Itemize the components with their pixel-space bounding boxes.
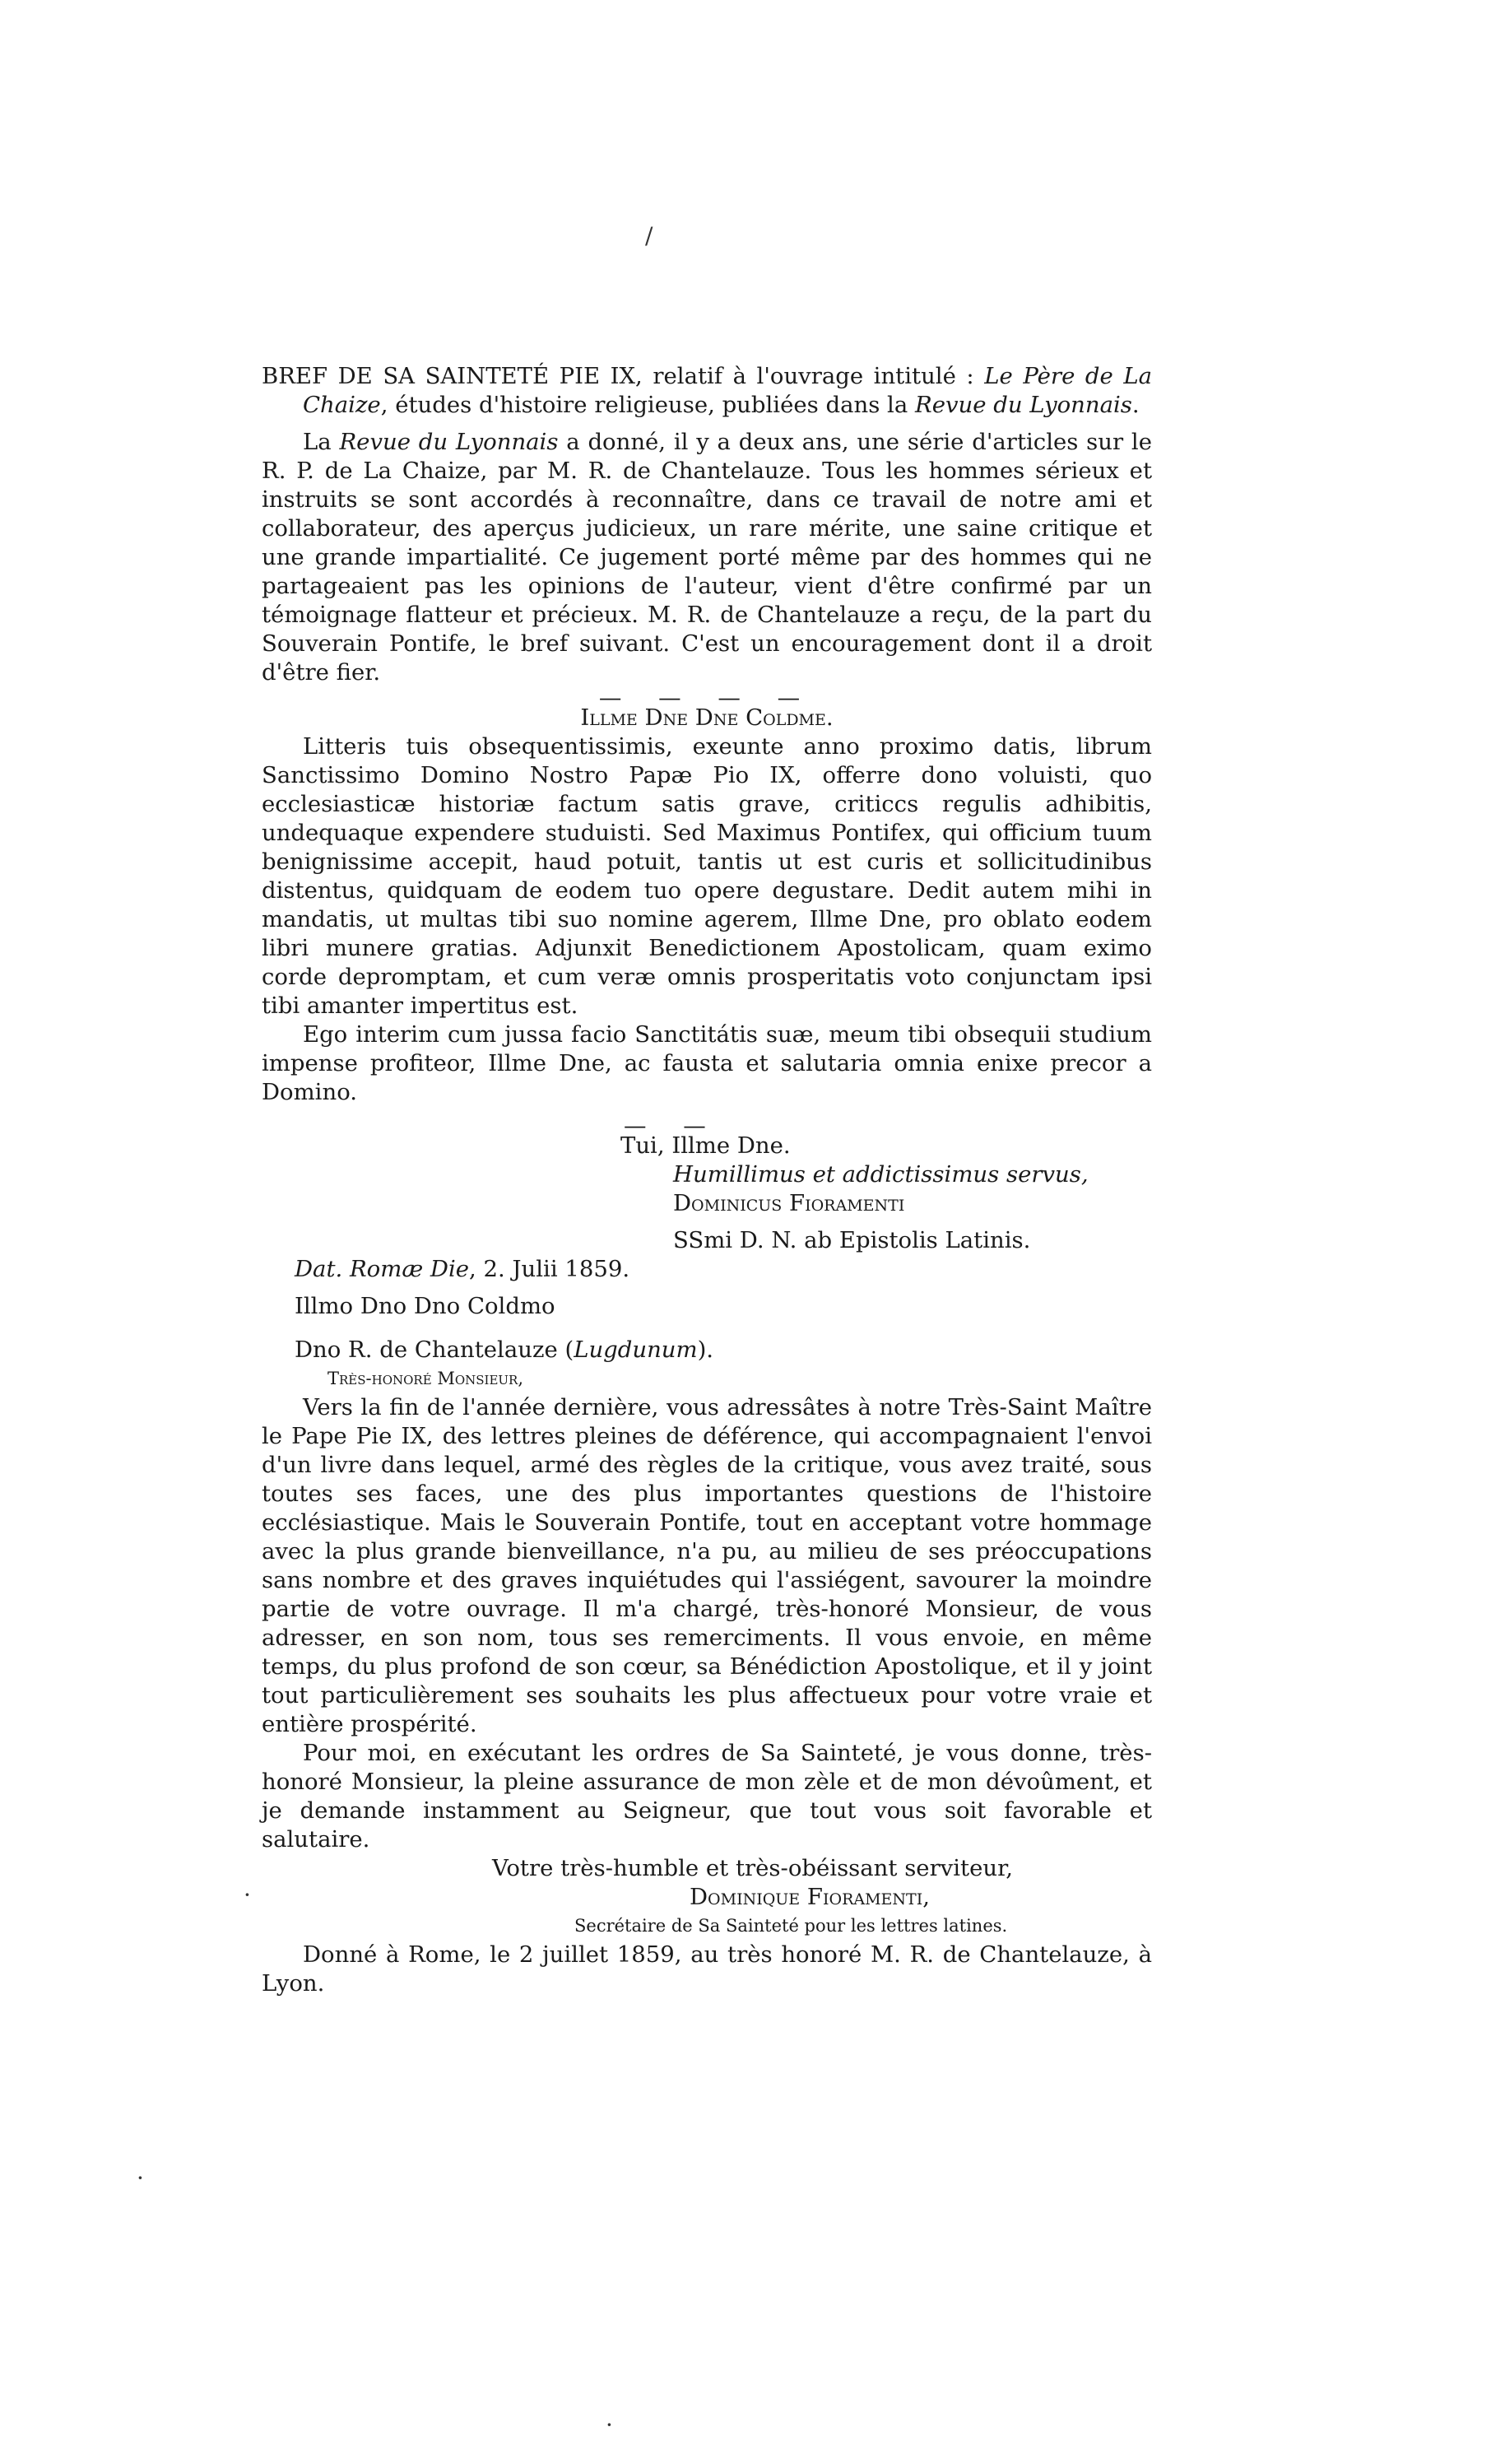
french-signature: Dominique Fioramenti,	[690, 1884, 930, 1910]
latin-salutation: Tui, Illme Dne.	[620, 1132, 791, 1159]
french-office: Secrétaire de Sa Sainteté pour les lettres latines.	[574, 1916, 1008, 1936]
separator-dashes: — —	[624, 1113, 721, 1139]
date-label: Dat. Romæ Die	[295, 1256, 470, 1282]
heading	[262, 362, 1152, 420]
recipient-place: Lugdunum	[574, 1337, 698, 1363]
stray-mark: ·	[244, 1881, 251, 1908]
intro-paragraph	[262, 428, 1152, 687]
latin-signature: Dominicus Fioramenti	[673, 1190, 905, 1216]
heading-text: , études d'histoire religieuse, publiées dans la	[380, 392, 908, 418]
french-closing: Votre très-humble et très-obéissant serviteur,	[492, 1855, 1013, 1881]
french-paragraph: Pour moi, en exécutant les ordres de Sa Sainteté, je vous donne, très-honoré Monsieur, la pleine assurance de mon zèle et de mon dévoûment, et je demande instamment au Seigneur, que tout vous soit favorable et salutaire.	[262, 1740, 1152, 1853]
separator-dashes: — — — —	[598, 685, 815, 711]
latin-recipient-name	[295, 1336, 1152, 1364]
french-given: Donné à Rome, le 2 juillet 1859, au très honoré M. R. de Chantelauze, à Lyon.	[262, 1941, 1152, 1997]
latin-paragraph: Litteris tuis obsequentissimis, exeunte anno proximo datis, librum Sanctissimo Domino Nostro Papæ Pio IX, offerre dono voluisti, quo ecclesiasticæ historiæ factum satis grave, criticcs regulis adhibitis, undequaque expendere studuisti. Sed Maximus Pontifex, qui officium tuum benignissime accepit, haud potuit, tantis ut est curis et sollicitudinibus distentus, quidquam de eodem tuo opere degustare. Dedit autem mihi in mandatis, ut multas tibi suo nomine agerem, Illme Dne, pro oblato eodem libri munere gratias. Adjunxit Benedictionem Apostolicam, quam eximo corde depromptam, et cum veræ omnis prosperitatis voto conjunctam ipsi tibi amanter impertitus est.	[262, 733, 1152, 1019]
latin-address: Illme Dne Dne Coldme.	[580, 704, 834, 731]
work-title: Le Père de La Chaize	[303, 363, 1153, 418]
latin-date	[295, 1255, 1152, 1284]
latin-paragraph: Ego interim cum jussa facio Sanctitátis suæ, meum tibi obsequii studium impense profiteor, Illme Dne, ac fausta et salutaria omnia enixe precor a Domino.	[262, 1021, 1152, 1105]
revue-title: Revue du Lyonnais	[915, 392, 1132, 418]
date-value: , 2. Julii 1859.	[469, 1256, 630, 1282]
latin-recipient: Illmo Dno Dno Coldmo	[295, 1293, 555, 1319]
intro-text: a donné, il y a deux ans, une série d'articles sur le R. P. de La Chaize, par M. R. de Chantelauze. Tous les hommes sérieux et instruits se sont accordés à reconnaître, dans ce travail de notre ami et collaborateur, des aperçus judicieux, un rare mérite, une saine critique et une grande impartialité. Ce jugement porté même par des hommes qui ne partageaient pas les opinions de l'auteur, vient d'être confirmé par un témoignage flatteur et précieux. M. R. de Chantelauze a reçu, de la part du Souverain Pontife, le bref suivant. C'est un encouragement dont il a droit d'être fier.	[262, 429, 1152, 686]
heading-text: relatif à l'ouvrage intitulé :	[642, 363, 974, 389]
heading-title: BREF DE SA SAINTETÉ PIE IX,	[262, 363, 643, 389]
recipient-text: ).	[697, 1337, 714, 1363]
text-column	[262, 362, 1152, 1998]
recipient-text: Dno R. de Chantelauze (	[295, 1337, 574, 1363]
stray-mark: ·	[137, 2164, 144, 2192]
stray-mark: ·	[606, 2411, 613, 2438]
latin-office: SSmi D. N. ab Epistolis Latinis.	[673, 1227, 1031, 1253]
intro-text: La	[303, 429, 332, 455]
heading-text: .	[1131, 392, 1140, 418]
french-paragraph: Vers la fin de l'année dernière, vous adressâtes à notre Très-Saint Maître le Pape Pie IX, des lettres pleines de déférence, qui accompagnaient l'envoi d'un livre dans lequel, armé des règles de la critique, vous avez traité, sous toutes ses faces, une des plus importantes questions de l'histoire ecclésiastique. Mais le Souverain Pontife, tout en acceptant votre hommage avec la plus grande bienveillance, n'a pu, au milieu de ses préoccupations sans nombre et des graves inquiétudes qui l'assiégent, savourer la moindre partie de votre ouvrage. Il m'a chargé, très-honoré Monsieur, de vous adresser, en son nom, tous ses remerciments. Il vous envoie, en même temps, du plus profond de son cœur, sa Bénédiction Apostolique, et il y joint tout particulièrement ses souhaits les plus affectueux pour votre vraie et entière prospérité.	[262, 1394, 1152, 1737]
latin-servant: Humillimus et addictissimus servus,	[673, 1161, 1089, 1188]
stray-mark: /	[645, 222, 653, 249]
french-salutation: Très-honoré Monsieur,	[327, 1369, 524, 1388]
revue-title: Revue du Lyonnais	[339, 429, 559, 455]
